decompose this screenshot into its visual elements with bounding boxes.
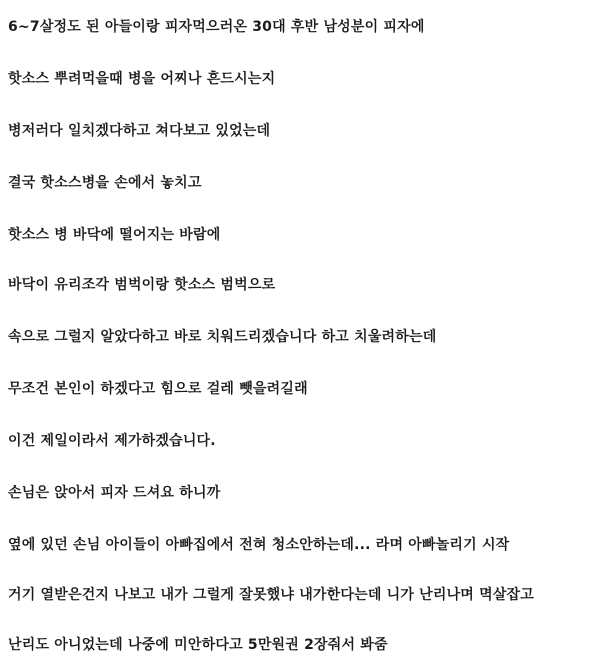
text-line: 거기 열받은건지 나보고 내가 그럴게 잘못했냐 내가한다는데 니가 난리나며 멱살잡고 xyxy=(8,587,535,603)
text-line: 결국 핫소스병을 손에서 놓치고 xyxy=(8,175,202,191)
text-line: 난리도 아니었는데 나중에 미안하다고 5만원권 2장줘서 봐줌 xyxy=(8,637,388,653)
text-line: 6~7살정도 된 아들이랑 피자먹으러온 30대 후반 남성분이 피자에 xyxy=(8,19,425,35)
text-line: 병저러다 일치겠다하고 쳐다보고 있었는데 xyxy=(8,123,271,139)
text-line: 무조건 본인이 하겠다고 힘으로 걸레 뺏을려길래 xyxy=(8,381,308,397)
text-line: 핫소스 병 바닥에 떨어지는 바람에 xyxy=(8,227,221,243)
text-line: 바닥이 유리조각 범벅이랑 핫소스 범벅으로 xyxy=(8,277,276,293)
text-line: 손님은 앉아서 피자 드셔요 하니까 xyxy=(8,485,221,501)
text-line: 속으로 그럴지 알았다하고 바로 치워드리겠습니다 하고 치울려하는데 xyxy=(8,329,437,345)
text-line: 이건 제일이라서 제가하겠습니다. xyxy=(8,433,216,449)
text-line: 옆에 있던 손님 아이들이 아빠집에서 전혀 청소안하는데... 라며 아빠놀리기 시작 xyxy=(8,537,510,553)
text-line: 핫소스 뿌려먹을때 병을 어찌나 흔드시는지 xyxy=(8,71,276,87)
